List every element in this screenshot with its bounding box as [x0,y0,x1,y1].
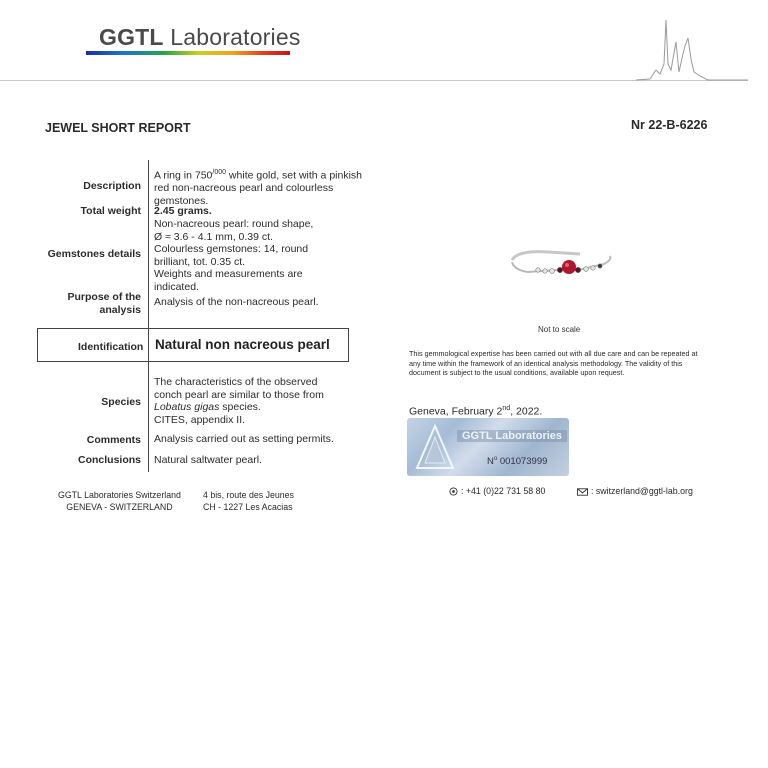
species-line: conch pearl are similar to those from [154,388,324,401]
conclusions-value: Natural saltwater pearl. [154,454,262,466]
date-suffix: nd [502,405,511,412]
gemstones-line: indicated. [154,280,199,293]
gemstones-value [154,218,364,294]
date-prefix: Geneva, February 2 [409,405,503,418]
comments-value: Analysis carried out as setting permits. [154,433,334,445]
species-value [154,376,364,426]
report-title: JEWEL SHORT REPORT [45,121,191,135]
spectrum-graph-icon [636,14,748,82]
footer-company [58,490,181,513]
footer-phone [449,486,545,496]
date-rest: , 2022. [510,405,543,418]
description-prefix: A ring in 750 [154,169,213,182]
purpose-label-line: Purpose of the [67,291,141,303]
footer-email [577,486,693,496]
description-value [154,167,364,207]
gemstones-line: Weights and measurements are [154,268,303,281]
gemstones-line: Ø ≈ 3.6 - 4.1 mm, 0.39 ct. [154,230,273,243]
species-line [154,401,364,414]
phone-icon [449,487,458,496]
footer-company-line: GGTL Laboratories Switzerland [58,490,181,500]
serial-sup: o [493,456,498,462]
species-line: The characteristics of the observed [154,376,318,388]
footer-address [203,490,294,513]
identification-label: Identification [78,341,144,353]
total-weight-label: Total weight [80,205,141,217]
gemstones-line: Non-nacreous pearl: round shape, [154,218,314,230]
ring-image [508,246,618,286]
hologram-seal [407,418,569,476]
footer-address-line: 4 bis, route des Jeunes [203,490,294,500]
table-vertical-rule [148,160,149,472]
serial-number: 001073999 [497,456,548,468]
species-latin-name: Lobatus gigas [154,401,220,414]
gemstones-label: Gemstones details [47,248,141,260]
description-label: Description [83,180,141,192]
species-line: CITES, appendix II. [154,413,246,426]
gemstones-line: brilliant, tot. 0.35 ct. [154,255,246,268]
purpose-label-line: analysis [99,304,141,316]
description-rest: white gold, set with a pinkish red non-nacreous pearl and colourless gemstones. [154,169,363,207]
footer-address-line: CH - 1227 Les Acacias [203,501,293,512]
conclusions-label: Conclusions [77,454,141,466]
email-icon [577,488,588,496]
description-fineness: /000 [212,169,227,176]
purpose-value: Analysis of the non-nacreous pearl. [154,296,319,308]
phone-number: : +41 (0)22 731 58 80 [461,486,546,496]
comments-label: Comments [86,434,141,446]
species-label: Species [101,396,141,408]
gemstones-line: Colourless gemstones: 14, round [154,243,309,256]
issue-date [409,405,542,418]
email-address: : switzerland@ggtl-lab.org [591,486,693,496]
brand-logo [99,24,301,51]
report-number: Nr 22-B-6226 [631,118,708,132]
disclaimer-text: This gemmological expertise has been carried out with all due care and can be repeated at any time within the framework of an identical analysis methodology. The validity of this document is subject to the usual conditions, available upon request. [409,349,698,378]
spectrum-bar [86,51,290,55]
purpose-label [0,291,141,317]
footer-company-line: GENEVA - SWITZERLAND [66,501,173,512]
hologram-serial [487,456,547,467]
serial-prefix: N [487,456,494,468]
brand-rest: Laboratories [170,24,301,50]
image-caption: Not to scale [538,325,581,334]
total-weight-value: 2.45 grams. [154,205,212,217]
species-line-rest: species. [219,401,261,414]
hologram-brand: GGTL Laboratories [457,430,567,442]
triangle-seal-icon [415,423,455,471]
brand-short: GGTL [99,24,164,50]
identification-value: Natural non nacreous pearl [155,337,330,352]
